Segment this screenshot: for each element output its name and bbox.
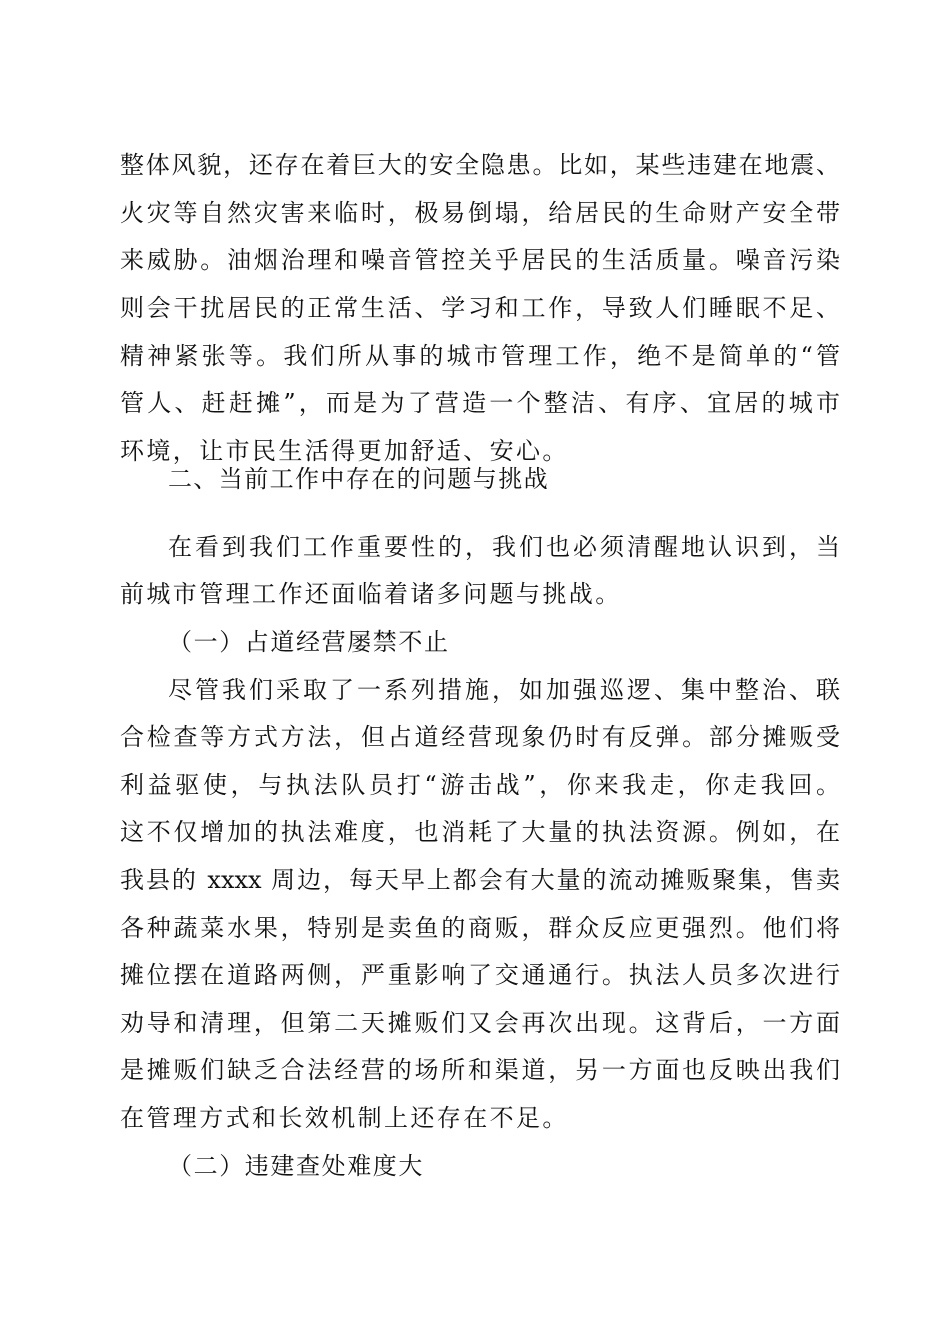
- paragraph-line: 前城市管理工作还面临着诸多问题与挑战。: [120, 580, 622, 608]
- paragraph-line: 精神紧张等。我们所从事的城市管理工作，绝不是简单的“管: [120, 342, 840, 370]
- paragraph-line: 我县的 xxxx 周边，每天早上都会有大量的流动摊贩聚集，售卖: [120, 866, 840, 894]
- paragraph-line: 火灾等自然灾害来临时，极易倒塌，给居民的生命财产安全带: [120, 199, 840, 227]
- paragraph-line: 合检查等方式方法，但占道经营现象仍时有反弹。部分摊贩受: [120, 723, 840, 751]
- paragraph-line: 则会干扰居民的正常生活、学习和工作，导致人们睡眠不足、: [120, 294, 840, 322]
- paragraph-line: 来威胁。油烟治理和噪音管控关乎居民的生活质量。噪音污染: [120, 246, 840, 274]
- section-heading: 二、当前工作中存在的问题与挑战: [168, 465, 549, 493]
- paragraph-line: 管人、赶赶摊”，而是为了营造一个整洁、有序、宜居的城市: [120, 389, 840, 417]
- paragraph-line: 整体风貌，还存在着巨大的安全隐患。比如，某些违建在地震、: [120, 151, 840, 179]
- paragraph-line: 在管理方式和长效机制上还存在不足。: [120, 1104, 569, 1132]
- paragraph-line: 利益驱使，与执法队员打“游击战”，你来我走，你走我回。: [120, 771, 840, 799]
- paragraph-line: 摊位摆在道路两侧，严重影响了交通通行。执法人员多次进行: [120, 961, 840, 989]
- paragraph-line: 尽管我们采取了一系列措施，如加强巡逻、集中整治、联: [168, 676, 840, 704]
- subsection-heading: （一）占道经营屡禁不止: [168, 628, 450, 656]
- paragraph-line: 劝导和清理，但第二天摊贩们又会再次出现。这背后，一方面: [120, 1009, 840, 1037]
- paragraph-line: 这不仅增加的执法难度，也消耗了大量的执法资源。例如，在: [120, 818, 840, 846]
- paragraph-line: 环境，让市民生活得更加舒适、安心。: [120, 437, 569, 465]
- paragraph-line: 在看到我们工作重要性的，我们也必须清醒地认识到，当: [168, 533, 840, 561]
- paragraph-line: 各种蔬菜水果，特别是卖鱼的商贩，群众反应更强烈。他们将: [120, 914, 840, 942]
- subsection-heading: （二）违建查处难度大: [168, 1152, 424, 1180]
- paragraph-line: 是摊贩们缺乏合法经营的场所和渠道，另一方面也反映出我们: [120, 1056, 840, 1084]
